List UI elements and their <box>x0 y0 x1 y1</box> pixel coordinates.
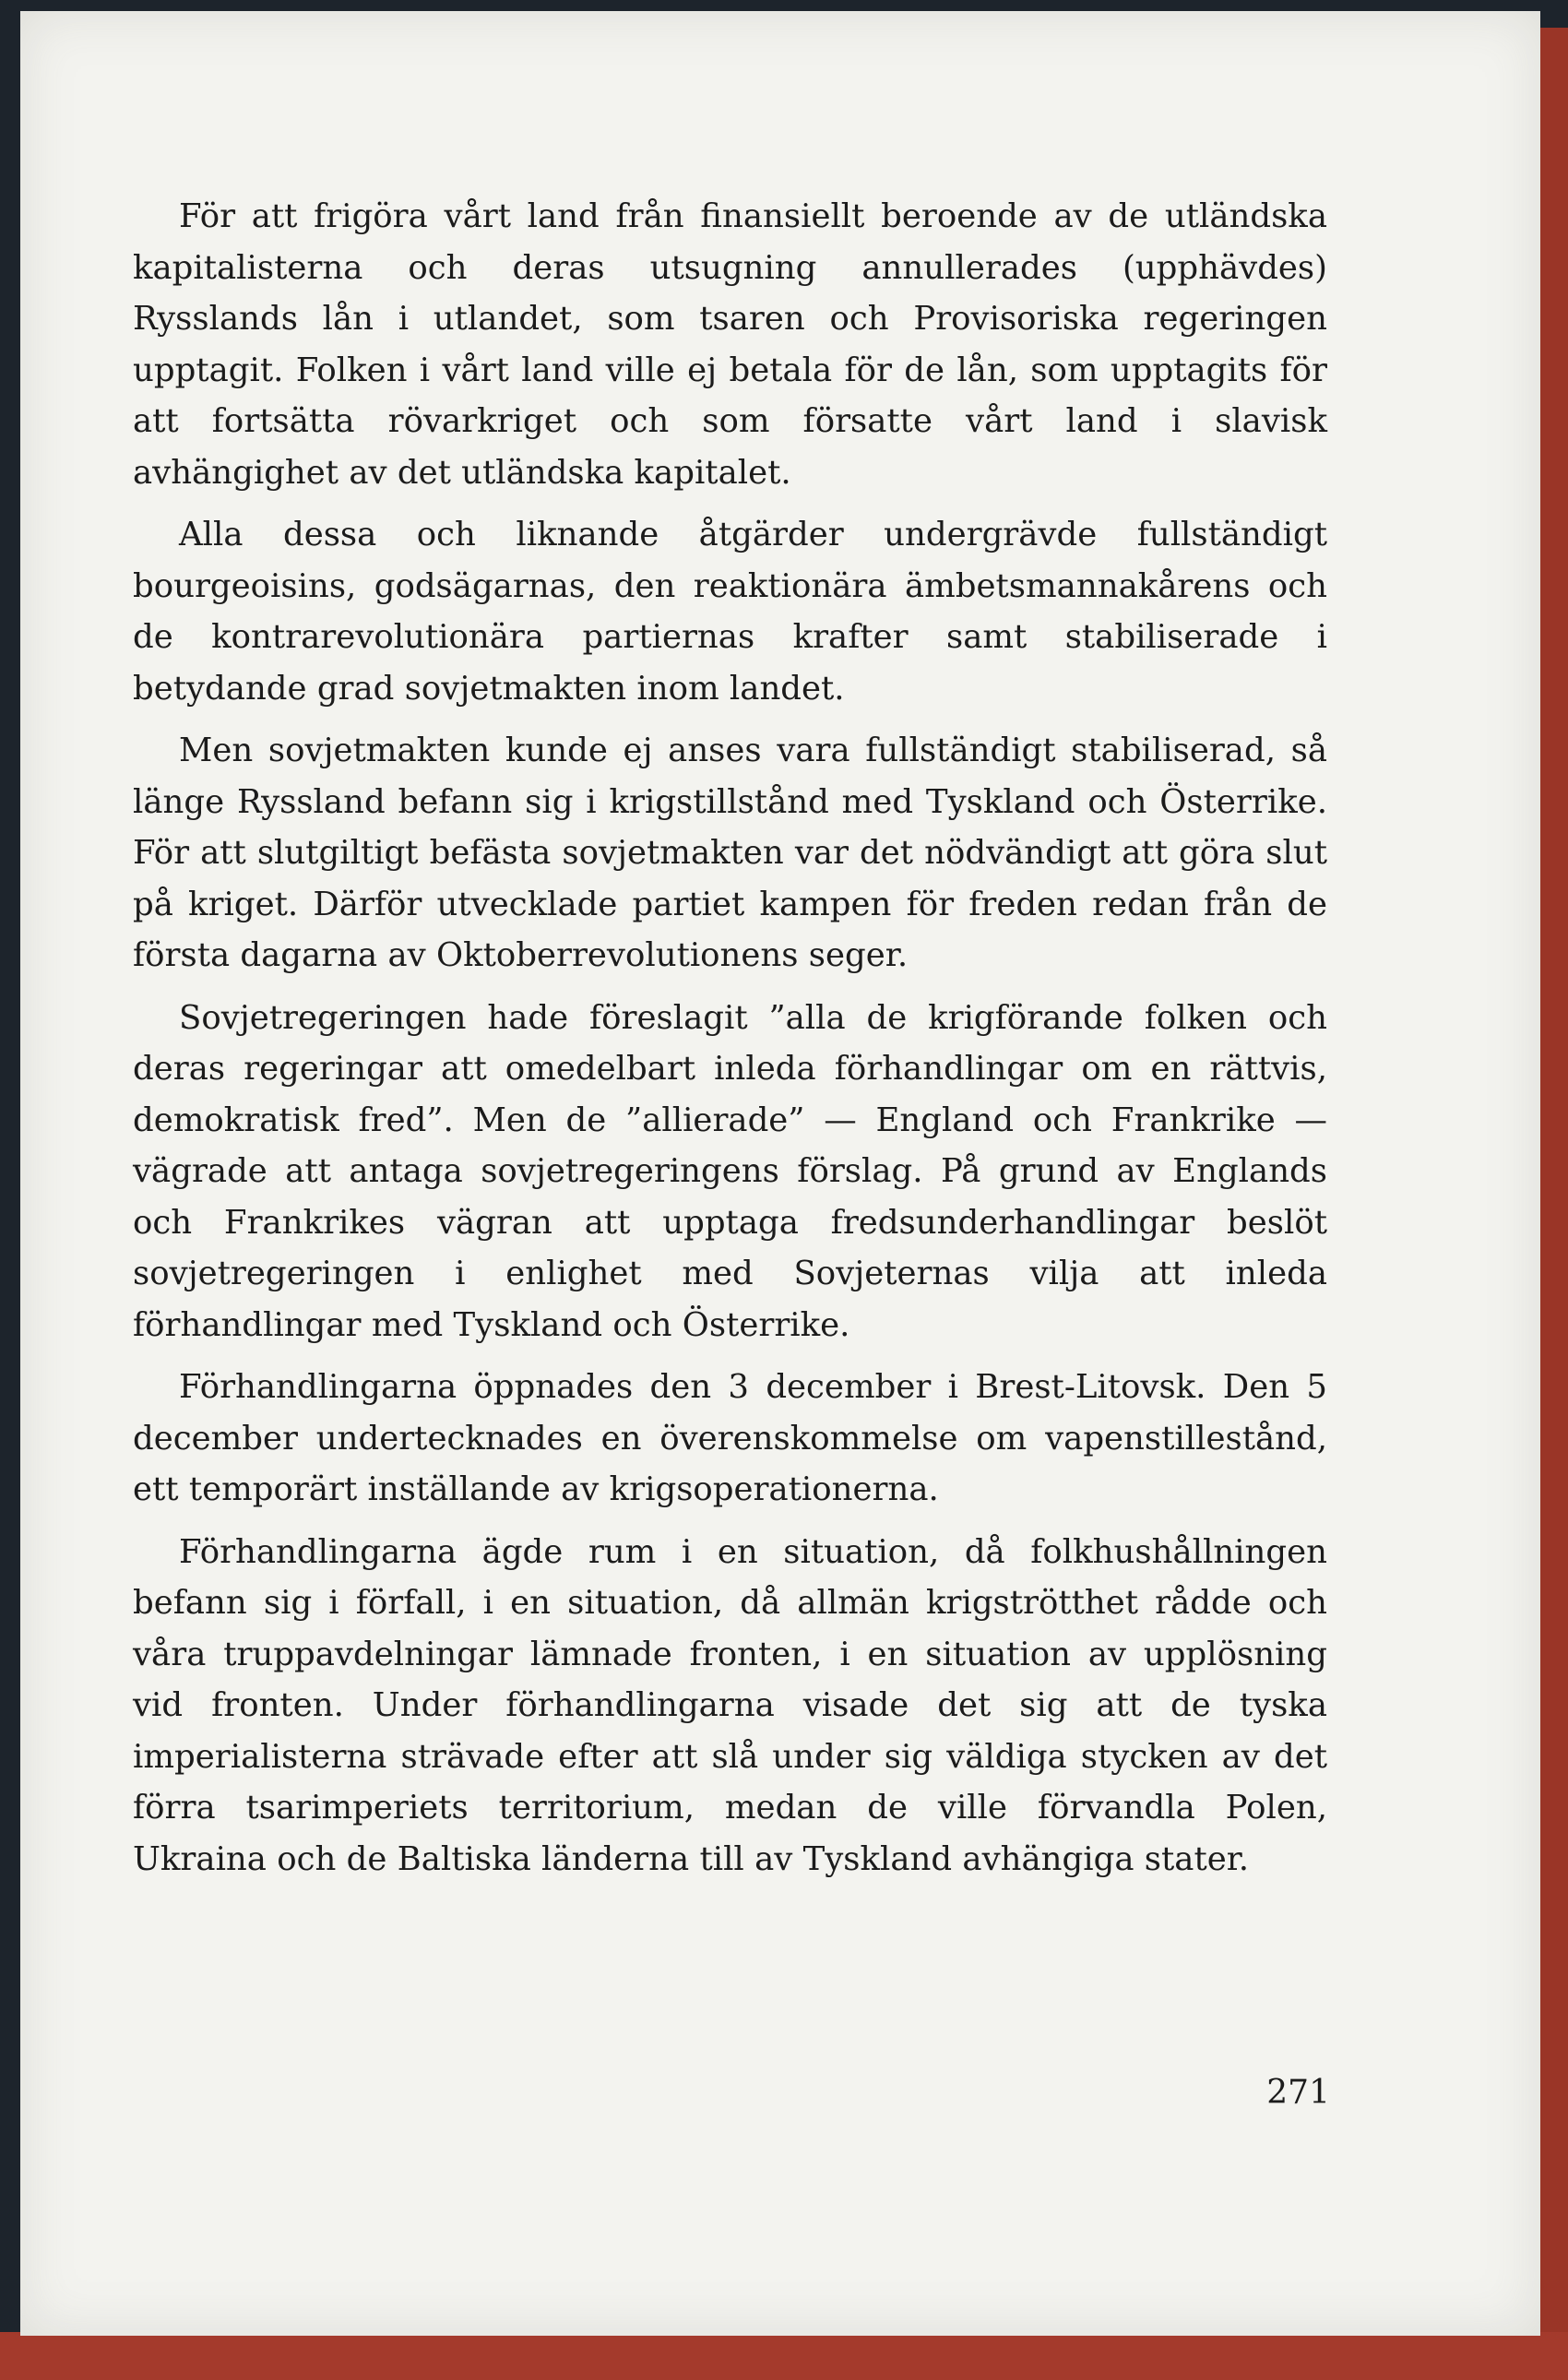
paragraph-4: Sovjetregeringen hade föreslagit ”alla de krigförande folken och deras regeringar att omedelbart inleda förhandlingar om en rättvis, demokratisk fred”. Men de ”allierade” — England och Frankrike — vägrade att antaga sovjetregeringens förslag. På grund av Englands och Frankrikes vägran att upptaga fredsunderhandlingar beslöt sovjetregeringen i enlighet med Sovjeternas vilja att inleda förhandlingar med Tyskland och Österrike. <box>133 998 1327 1344</box>
book-page <box>20 11 1540 2336</box>
page-number: 271 <box>1266 2074 1330 2112</box>
paragraph-3: Men sovjetmakten kunde ej anses vara fullständigt stabiliserad, så länge Ryssland befann sig i krigstillstånd med Tyskland och Österrike. För att slutgiltigt befästa sovjetmakten var det nödvändigt att göra slut på kriget. Därför utvecklade partiet kampen för freden redan från de första dagarna av Oktoberrevolutionens seger. <box>133 732 1327 974</box>
paragraph-1: För att frigöra vårt land från finansiellt beroende av de utländska kapitalisterna och deras utsugning annullerades (upphävdes) Rysslands lån i utlandet, som tsaren och Provisoriska regeringen upptagit. Folken i vårt land ville ej betala för de lån, som upptagits för att fortsätta rövarkriget och som försatte vårt land i slavisk avhängighet av det utländska kapitalet. <box>133 197 1327 492</box>
body-text <box>133 191 1327 1896</box>
paragraph-5: Förhandlingarna öppnades den 3 december i Brest-Litovsk. Den 5 december undertecknades en överenskommelse om vapenstillestånd, ett temporärt inställande av krigsoperationerna. <box>133 1368 1327 1508</box>
book-cover-edge-bottom <box>0 2332 1568 2380</box>
paragraph-6: Förhandlingarna ägde rum i en situation, då folkhushållningen befann sig i förfall, i en situation, då allmän krigströtthet rådde och våra truppavdelningar lämnade fronten, i en situation av upplösning vid fronten. Under förhandlingarna visade det sig att de tyska imperialisterna strävade efter att slå under sig väldiga stycken av det förra tsarimperiets territorium, medan de ville förvandla Polen, Ukraina och de Baltiska länderna till av Tyskland avhängiga stater. <box>133 1532 1327 1878</box>
paragraph-2: Alla dessa och liknande åtgärder undergrävde fullständigt bourgeoisins, godsägarnas, den reaktionära ämbetsmannakårens och de kontrarevolutionära partiernas krafter samt stabiliserade i betydande grad sovjetmakten inom landet. <box>133 516 1327 708</box>
